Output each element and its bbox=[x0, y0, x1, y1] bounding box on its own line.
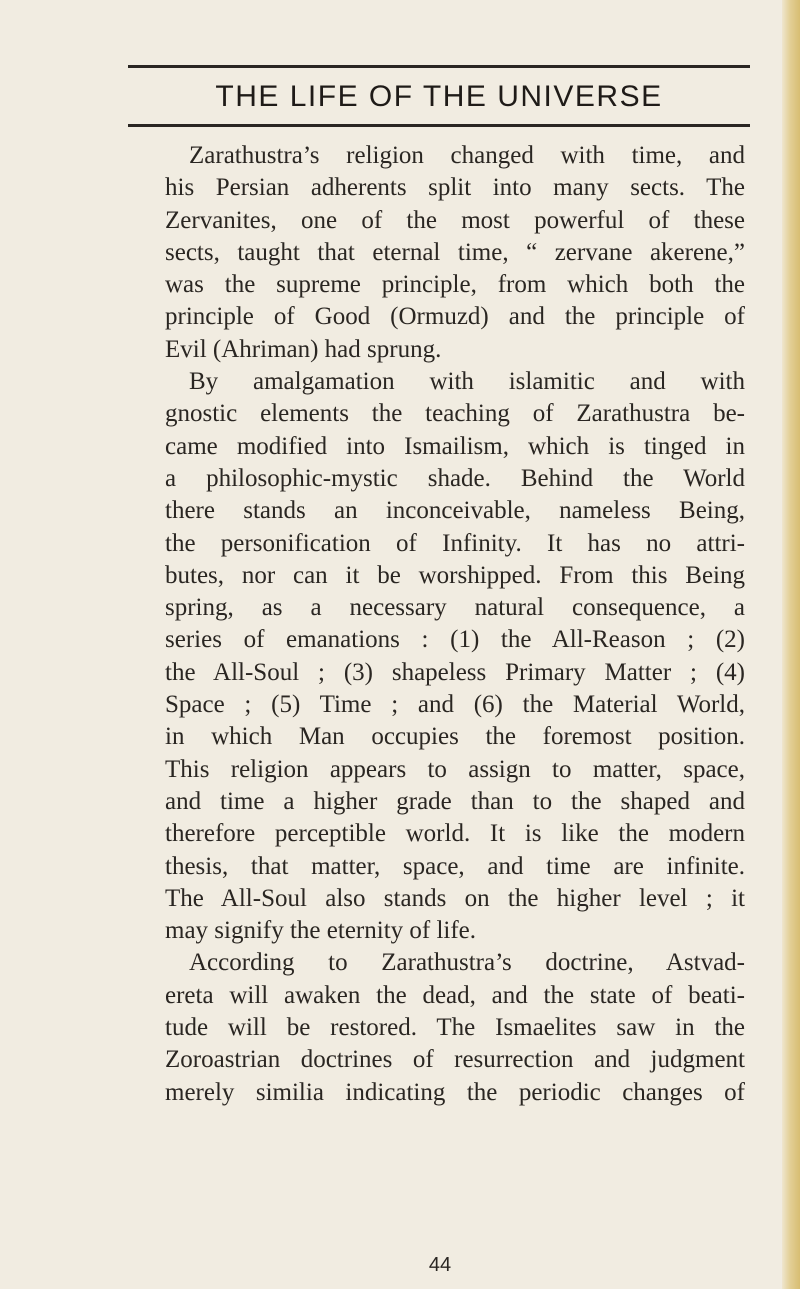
header-rule-top bbox=[128, 65, 750, 68]
text-line: was the supreme principle, from which both the bbox=[165, 271, 745, 299]
text-line: a philosophic-mystic shade. Behind the World bbox=[165, 464, 745, 492]
text-line: Zoroastrian doctrines of resurrection and judgment bbox=[165, 1046, 745, 1074]
text-line: By amalgamation with islamitic and with bbox=[189, 368, 745, 396]
body-text bbox=[165, 140, 745, 1109]
text-line: This religion appears to assign to matter, space, bbox=[165, 755, 745, 783]
text-line: spring, as a necessary natural consequence, a bbox=[165, 594, 745, 622]
text-line: Evil (Ahriman) had sprung. bbox=[165, 335, 442, 363]
text-line: his Persian adherents split into many sects. The bbox=[165, 174, 745, 202]
text-line: principle of Good (Ormuzd) and the principle of bbox=[165, 303, 745, 331]
text-line: Zarathustra’s religion changed with time, and bbox=[189, 142, 745, 169]
text-line: there stands an inconceivable, nameless Being, bbox=[165, 497, 745, 525]
text-line: the All-Soul ; (3) shapeless Primary Matter ; (4) bbox=[165, 658, 745, 686]
text-line: Space ; (5) Time ; and (6) the Material World, bbox=[165, 691, 745, 719]
text-line: According to Zarathustra’s doctrine, Astvad- bbox=[189, 949, 745, 977]
text-line: thesis, that matter, space, and time are infinite. bbox=[165, 852, 745, 880]
text-line: series of emanations : (1) the All-Reason ; (2) bbox=[165, 626, 745, 654]
page-edge bbox=[782, 0, 800, 1289]
text-line: The All-Soul also stands on the higher level ; it bbox=[165, 884, 745, 912]
text-line: merely similia indicating the periodic changes of bbox=[165, 1078, 745, 1106]
running-head: THE LIFE OF THE UNIVERSE bbox=[215, 80, 663, 113]
header-rule-bottom bbox=[128, 124, 750, 127]
text-line: butes, nor can it be worshipped. From this Being bbox=[165, 561, 745, 589]
text-line: and time a higher grade than to the shaped and bbox=[165, 787, 745, 815]
text-line: therefore perceptible world. It is like the modern bbox=[165, 820, 745, 848]
text-line: ereta will awaken the dead, and the state of beati- bbox=[165, 981, 745, 1009]
text-line: Zervanites, one of the most powerful of these bbox=[165, 206, 745, 234]
text-line: came modified into Ismailism, which is tinged in bbox=[165, 432, 745, 460]
text-line: may signify the eternity of life. bbox=[165, 917, 477, 945]
text-line: gnostic elements the teaching of Zarathustra be- bbox=[165, 400, 745, 428]
text-line: in which Man occupies the foremost position. bbox=[165, 723, 745, 751]
text-line: the personification of Infinity. It has no attri- bbox=[165, 529, 745, 557]
text-line: tude will be restored. The Ismaelites saw in the bbox=[165, 1014, 745, 1042]
text-line: sects, taught that eternal time, “ zervane akerene,” bbox=[165, 238, 745, 266]
page-number: 44 bbox=[428, 1254, 452, 1276]
